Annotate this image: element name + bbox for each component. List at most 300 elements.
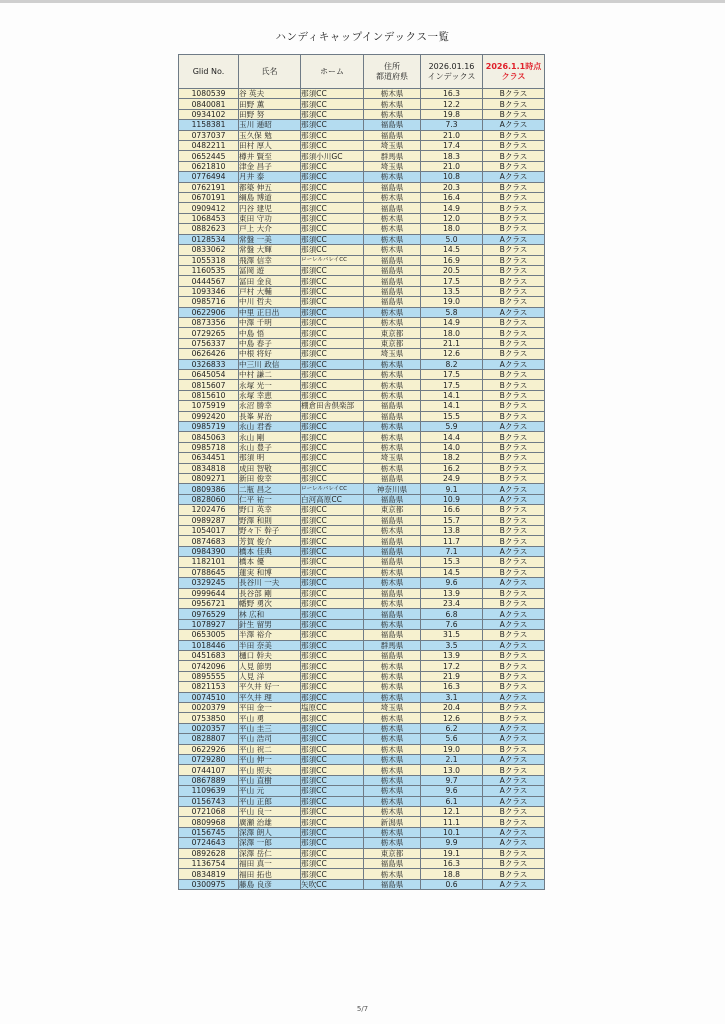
class-cell: Bクラス	[483, 338, 545, 348]
home-cell: 那須CC	[301, 213, 364, 223]
name-cell: 平山 祝二	[239, 744, 301, 754]
prefecture-cell: 東京都	[364, 328, 421, 338]
glid-cell: 0956721	[179, 598, 239, 608]
header-prefecture-line1: 住所	[384, 61, 400, 71]
glid-cell: 0645054	[179, 369, 239, 379]
home-cell: 那須CC	[301, 755, 364, 765]
prefecture-cell: 栃木県	[364, 369, 421, 379]
prefecture-cell: 栃木県	[364, 723, 421, 733]
prefecture-cell: 栃木県	[364, 786, 421, 796]
header-index-label: インデックス	[427, 71, 476, 81]
home-cell: 那須CC	[301, 775, 364, 785]
name-cell: 中里 正日出	[239, 307, 301, 317]
table-row	[179, 859, 545, 869]
home-cell: 塩原CC	[301, 702, 364, 712]
class-cell: Bクラス	[483, 432, 545, 442]
index-cell: 11.7	[421, 536, 483, 546]
index-cell: 14.5	[421, 245, 483, 255]
class-cell: Aクラス	[483, 546, 545, 556]
glid-cell: 0444567	[179, 276, 239, 286]
prefecture-cell: 埼玉県	[364, 141, 421, 151]
class-cell: Bクラス	[483, 474, 545, 484]
prefecture-cell: 埼玉県	[364, 702, 421, 712]
prefecture-cell: 栃木県	[364, 89, 421, 99]
home-cell: 那須CC	[301, 265, 364, 275]
home-cell: 白河高原CC	[301, 494, 364, 504]
prefecture-cell: 神奈川県	[364, 484, 421, 494]
table-row	[179, 723, 545, 733]
class-cell: Aクラス	[483, 879, 545, 889]
prefecture-cell: 福島県	[364, 203, 421, 213]
table-row	[179, 619, 545, 629]
class-cell: Aクラス	[483, 786, 545, 796]
class-cell: Aクラス	[483, 578, 545, 588]
name-cell: 橋本 優	[239, 557, 301, 567]
index-cell: 3.1	[421, 692, 483, 702]
home-cell: 那須CC	[301, 817, 364, 827]
prefecture-cell: 東京都	[364, 848, 421, 858]
home-cell: 那須CC	[301, 380, 364, 390]
prefecture-cell: 栃木県	[364, 692, 421, 702]
index-cell: 17.2	[421, 661, 483, 671]
index-cell: 13.9	[421, 650, 483, 660]
name-cell: 長谷川 一夫	[239, 578, 301, 588]
prefecture-cell: 栃木県	[364, 380, 421, 390]
table-row	[179, 245, 545, 255]
glid-cell: 0809271	[179, 474, 239, 484]
name-cell: 永山 剛	[239, 432, 301, 442]
index-cell: 5.0	[421, 234, 483, 244]
index-cell: 19.0	[421, 744, 483, 754]
index-cell: 21.1	[421, 338, 483, 348]
name-cell: 永塚 光一	[239, 380, 301, 390]
index-cell: 21.0	[421, 161, 483, 171]
home-cell: 那須CC	[301, 598, 364, 608]
prefecture-cell: 栃木県	[364, 99, 421, 109]
index-cell: 12.0	[421, 213, 483, 223]
scan-edge	[0, 0, 725, 3]
name-cell: 田野 薫	[239, 99, 301, 109]
prefecture-cell: 福島県	[364, 609, 421, 619]
glid-cell: 0840081	[179, 99, 239, 109]
name-cell: 中島 悟	[239, 328, 301, 338]
table-row	[179, 213, 545, 223]
index-cell: 16.4	[421, 193, 483, 203]
home-cell: 那須CC	[301, 432, 364, 442]
name-cell: 樋口 幹夫	[239, 650, 301, 660]
glid-cell: 1160535	[179, 265, 239, 275]
prefecture-cell: 福島県	[364, 494, 421, 504]
glid-cell: 0020379	[179, 702, 239, 712]
index-cell: 16.9	[421, 255, 483, 265]
home-cell: 那須CC	[301, 276, 364, 286]
glid-cell: 0815610	[179, 390, 239, 400]
glid-cell: 1018446	[179, 640, 239, 650]
home-cell: 那須CC	[301, 442, 364, 452]
index-cell: 10.1	[421, 827, 483, 837]
class-cell: Aクラス	[483, 484, 545, 494]
glid-cell: 0729265	[179, 328, 239, 338]
glid-cell: 1136754	[179, 859, 239, 869]
index-cell: 20.4	[421, 702, 483, 712]
class-cell: Bクラス	[483, 286, 545, 296]
table-row	[179, 474, 545, 484]
home-cell: 那須CC	[301, 734, 364, 744]
home-cell: 那須CC	[301, 317, 364, 327]
class-cell: Bクラス	[483, 536, 545, 546]
name-cell: 中澤 千明	[239, 317, 301, 327]
table-row	[179, 650, 545, 660]
class-cell: Bクラス	[483, 276, 545, 286]
home-cell: 那須CC	[301, 359, 364, 369]
prefecture-cell: 栃木県	[364, 775, 421, 785]
class-cell: Bクラス	[483, 317, 545, 327]
name-cell: 深澤 朗人	[239, 827, 301, 837]
prefecture-cell: 栃木県	[364, 765, 421, 775]
prefecture-cell: 栃木県	[364, 234, 421, 244]
table-row	[179, 682, 545, 692]
home-cell: 那須CC	[301, 838, 364, 848]
glid-cell: 1182101	[179, 557, 239, 567]
table-row	[179, 484, 545, 494]
name-cell: 林 広和	[239, 609, 301, 619]
table-row	[179, 567, 545, 577]
name-cell: 平山 照夫	[239, 765, 301, 775]
class-cell: Aクラス	[483, 827, 545, 837]
glid-cell: 0992420	[179, 411, 239, 421]
table-row	[179, 130, 545, 140]
glid-cell: 0744107	[179, 765, 239, 775]
index-cell: 17.5	[421, 369, 483, 379]
name-cell: 平山 浩司	[239, 734, 301, 744]
index-cell: 17.4	[421, 141, 483, 151]
header-prefecture-line2: 都道府県	[376, 71, 408, 81]
class-cell: Bクラス	[483, 442, 545, 452]
home-cell: 那須CC	[301, 245, 364, 255]
table-row	[179, 255, 545, 265]
table-row	[179, 526, 545, 536]
index-cell: 5.9	[421, 422, 483, 432]
name-cell: 戸村 大輔	[239, 286, 301, 296]
prefecture-cell: 栃木県	[364, 307, 421, 317]
name-cell: 東田 守功	[239, 213, 301, 223]
class-cell: Bクラス	[483, 598, 545, 608]
glid-cell: 0985718	[179, 442, 239, 452]
name-cell: 中根 将好	[239, 349, 301, 359]
home-cell: 那須CC	[301, 505, 364, 515]
index-cell: 3.5	[421, 640, 483, 650]
table-row	[179, 494, 545, 504]
name-cell: 人見 節男	[239, 661, 301, 671]
glid-cell: 1109639	[179, 786, 239, 796]
handicap-table	[178, 54, 545, 890]
index-cell: 17.5	[421, 276, 483, 286]
index-cell: 0.6	[421, 879, 483, 889]
glid-cell: 0833062	[179, 245, 239, 255]
table-row	[179, 161, 545, 171]
home-cell: 那須CC	[301, 224, 364, 234]
class-cell: Bクラス	[483, 255, 545, 265]
prefecture-cell: 福島県	[364, 286, 421, 296]
prefecture-cell: 福島県	[364, 297, 421, 307]
prefecture-cell: 福島県	[364, 265, 421, 275]
index-cell: 2.1	[421, 755, 483, 765]
prefecture-cell: 栃木県	[364, 682, 421, 692]
glid-cell: 0721068	[179, 807, 239, 817]
table-row	[179, 692, 545, 702]
class-cell: Bクラス	[483, 182, 545, 192]
name-cell: 冨田 金良	[239, 276, 301, 286]
glid-cell: 0634451	[179, 453, 239, 463]
home-cell: 那須CC	[301, 109, 364, 119]
name-cell: 飛澤 信幸	[239, 255, 301, 265]
prefecture-cell: 栃木県	[364, 598, 421, 608]
table-row	[179, 744, 545, 754]
glid-cell: 0737037	[179, 130, 239, 140]
class-cell: Bクラス	[483, 109, 545, 119]
home-cell: 那須CC	[301, 557, 364, 567]
prefecture-cell: 栃木県	[364, 838, 421, 848]
table-row	[179, 432, 545, 442]
prefecture-cell: 群馬県	[364, 151, 421, 161]
home-cell: 那須CC	[301, 463, 364, 473]
index-cell: 13.8	[421, 526, 483, 536]
home-cell: 那須CC	[301, 619, 364, 629]
home-cell: 那須CC	[301, 161, 364, 171]
glid-cell: 0976529	[179, 609, 239, 619]
header-glid-no: Glid No.	[179, 55, 239, 89]
glid-cell: 0326833	[179, 359, 239, 369]
home-cell: 那須CC	[301, 546, 364, 556]
class-cell: Aクラス	[483, 609, 545, 619]
class-cell: Aクラス	[483, 796, 545, 806]
index-cell: 9.6	[421, 786, 483, 796]
glid-cell: 0756337	[179, 338, 239, 348]
table-row	[179, 120, 545, 130]
index-cell: 19.0	[421, 297, 483, 307]
name-cell: 那須 明	[239, 453, 301, 463]
home-cell: 那須CC	[301, 307, 364, 317]
class-cell: Aクラス	[483, 734, 545, 744]
prefecture-cell: 栃木県	[364, 827, 421, 837]
class-cell: Aクラス	[483, 775, 545, 785]
name-cell: 仁平 祐一	[239, 494, 301, 504]
table-row	[179, 609, 545, 619]
home-cell: 那須CC	[301, 120, 364, 130]
home-cell: 那須CC	[301, 474, 364, 484]
class-cell: Bクラス	[483, 151, 545, 161]
table-row	[179, 536, 545, 546]
home-cell: 那須CC	[301, 567, 364, 577]
class-cell: Aクラス	[483, 619, 545, 629]
glid-cell: 0776494	[179, 172, 239, 182]
name-cell: 月井 泰	[239, 172, 301, 182]
class-cell: Bクラス	[483, 89, 545, 99]
index-cell: 10.9	[421, 494, 483, 504]
home-cell: 棚倉田舎倶楽部	[301, 401, 364, 411]
table-row	[179, 172, 545, 182]
class-cell: Bクラス	[483, 588, 545, 598]
prefecture-cell: 福島県	[364, 557, 421, 567]
prefecture-cell: 福島県	[364, 588, 421, 598]
glid-cell: 1068453	[179, 213, 239, 223]
table-row	[179, 671, 545, 681]
glid-cell: 0834819	[179, 869, 239, 879]
index-cell: 21.0	[421, 130, 483, 140]
glid-cell: 0482211	[179, 141, 239, 151]
home-cell: 那須CC	[301, 130, 364, 140]
name-cell: 半澤 裕介	[239, 630, 301, 640]
index-cell: 14.4	[421, 432, 483, 442]
class-cell: Bクラス	[483, 453, 545, 463]
index-cell: 9.7	[421, 775, 483, 785]
name-cell: 田村 厚人	[239, 141, 301, 151]
glid-cell: 0999644	[179, 588, 239, 598]
glid-cell: 1078927	[179, 619, 239, 629]
table-row	[179, 297, 545, 307]
home-cell: 那須CC	[301, 744, 364, 754]
glid-cell: 0622906	[179, 307, 239, 317]
glid-cell: 0074510	[179, 692, 239, 702]
class-cell: Bクラス	[483, 671, 545, 681]
index-cell: 12.6	[421, 349, 483, 359]
prefecture-cell: 福島県	[364, 401, 421, 411]
class-cell: Bクラス	[483, 744, 545, 754]
index-cell: 12.2	[421, 99, 483, 109]
glid-cell: 0622926	[179, 744, 239, 754]
table-row	[179, 661, 545, 671]
table-row	[179, 879, 545, 889]
class-cell: Bクラス	[483, 297, 545, 307]
name-cell: 二瓶 昌之	[239, 484, 301, 494]
prefecture-cell: 栃木県	[364, 796, 421, 806]
index-cell: 9.9	[421, 838, 483, 848]
glid-cell: 0834818	[179, 463, 239, 473]
home-cell: 那須CC	[301, 661, 364, 671]
class-cell: Aクラス	[483, 755, 545, 765]
prefecture-cell: 栃木県	[364, 734, 421, 744]
table-row	[179, 713, 545, 723]
glid-cell: 0621810	[179, 161, 239, 171]
index-cell: 7.6	[421, 619, 483, 629]
glid-cell: 0809968	[179, 817, 239, 827]
table-row	[179, 338, 545, 348]
name-cell: 平久井 理	[239, 692, 301, 702]
name-cell: 綱島 博道	[239, 193, 301, 203]
glid-cell: 0626426	[179, 349, 239, 359]
index-cell: 15.5	[421, 411, 483, 421]
index-cell: 23.4	[421, 598, 483, 608]
prefecture-cell: 東京都	[364, 505, 421, 515]
name-cell: 常盤 大輝	[239, 245, 301, 255]
header-prefecture	[364, 55, 421, 89]
table-row	[179, 640, 545, 650]
home-cell: 那須CC	[301, 203, 364, 213]
name-cell: 平田 金一	[239, 702, 301, 712]
table-row	[179, 463, 545, 473]
class-cell: Aクラス	[483, 838, 545, 848]
name-cell: 円谷 建児	[239, 203, 301, 213]
glid-cell: 1080539	[179, 89, 239, 99]
name-cell: 藤島 良彦	[239, 879, 301, 889]
home-cell: ローレルバレイCC	[301, 255, 364, 265]
table-row	[179, 109, 545, 119]
prefecture-cell: 栃木県	[364, 567, 421, 577]
name-cell: 半田 奈美	[239, 640, 301, 650]
index-cell: 5.8	[421, 307, 483, 317]
index-cell: 18.2	[421, 453, 483, 463]
name-cell: 平山 良一	[239, 807, 301, 817]
glid-cell: 0909412	[179, 203, 239, 213]
index-cell: 19.8	[421, 109, 483, 119]
class-cell: Bクラス	[483, 702, 545, 712]
home-cell: 那須CC	[301, 588, 364, 598]
index-cell: 8.2	[421, 359, 483, 369]
class-cell: Bクラス	[483, 224, 545, 234]
table-row	[179, 827, 545, 837]
table-row	[179, 869, 545, 879]
class-cell: Bクラス	[483, 380, 545, 390]
home-cell: 那須CC	[301, 328, 364, 338]
home-cell: 那須CC	[301, 99, 364, 109]
name-cell: 針生 留男	[239, 619, 301, 629]
table-row	[179, 453, 545, 463]
index-cell: 13.0	[421, 765, 483, 775]
name-cell: 長谷部 剛	[239, 588, 301, 598]
prefecture-cell: 栃木県	[364, 390, 421, 400]
class-cell: Bクラス	[483, 99, 545, 109]
home-cell: 那須CC	[301, 869, 364, 879]
glid-cell: 0874683	[179, 536, 239, 546]
index-cell: 16.3	[421, 682, 483, 692]
index-cell: 15.7	[421, 515, 483, 525]
prefecture-cell: 東京都	[364, 338, 421, 348]
home-cell: 那須CC	[301, 297, 364, 307]
index-cell: 13.9	[421, 588, 483, 598]
home-cell: 那須CC	[301, 796, 364, 806]
class-cell: Bクラス	[483, 848, 545, 858]
index-cell: 18.8	[421, 869, 483, 879]
home-cell: 那須CC	[301, 89, 364, 99]
class-cell: Bクラス	[483, 463, 545, 473]
class-cell: Bクラス	[483, 390, 545, 400]
name-cell: 常盤 一美	[239, 234, 301, 244]
index-cell: 9.6	[421, 578, 483, 588]
home-cell: 那須CC	[301, 807, 364, 817]
glid-cell: 0815607	[179, 380, 239, 390]
glid-cell: 1075919	[179, 401, 239, 411]
page-number: 5/7	[356, 1005, 369, 1013]
home-cell: 那須CC	[301, 411, 364, 421]
name-cell: 長峯 昇治	[239, 411, 301, 421]
index-cell: 12.6	[421, 713, 483, 723]
glid-cell: 1158381	[179, 120, 239, 130]
name-cell: 深澤 岳仁	[239, 848, 301, 858]
table-row	[179, 380, 545, 390]
class-cell: Bクラス	[483, 567, 545, 577]
index-cell: 14.0	[421, 442, 483, 452]
glid-cell: 0653005	[179, 630, 239, 640]
table-row	[179, 578, 545, 588]
prefecture-cell: 福島県	[364, 630, 421, 640]
prefecture-cell: 福島県	[364, 474, 421, 484]
prefecture-cell: 埼玉県	[364, 453, 421, 463]
prefecture-cell: 埼玉県	[364, 349, 421, 359]
home-cell: 那須CC	[301, 692, 364, 702]
table-row	[179, 89, 545, 99]
prefecture-cell: 栃木県	[364, 193, 421, 203]
home-cell: 那須CC	[301, 369, 364, 379]
